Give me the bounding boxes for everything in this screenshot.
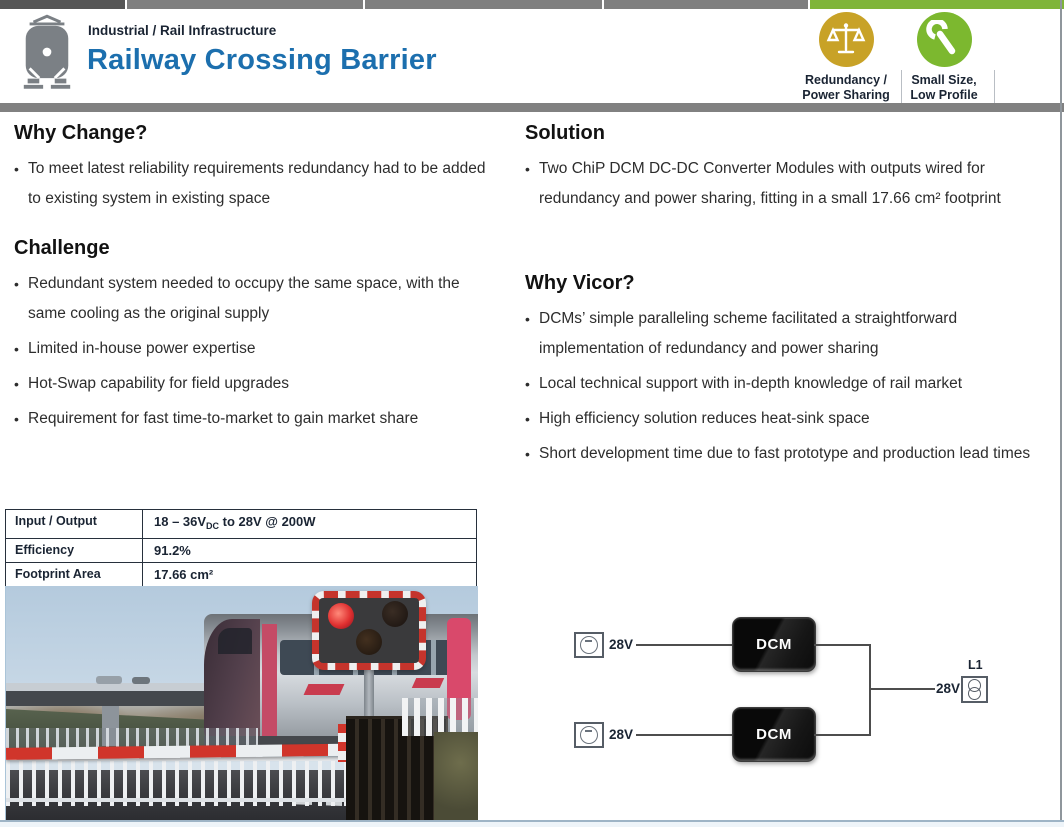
bullet-dot: • — [525, 376, 530, 392]
bullet-item — [525, 439, 1058, 469]
badge-divider — [901, 70, 902, 104]
bullet-dot: • — [525, 446, 530, 462]
bullet-text: Redundant system needed to occupy the same space, with the same cooling as the original supply — [28, 275, 460, 322]
bullet-item — [14, 154, 492, 214]
bullet-text: Requirement for fast time-to-market to gain market share — [28, 410, 419, 427]
page-bottom-margin — [0, 822, 1064, 827]
bullet-text: To meet latest reliability requirements redundancy had to be added to existing system in existing space — [28, 160, 486, 207]
section-why-change — [14, 122, 492, 219]
section-why-vicor — [525, 272, 1058, 474]
bullet-dot: • — [14, 276, 19, 292]
wire — [636, 734, 732, 736]
spec-label: Efficiency — [6, 539, 143, 562]
photo-bridge-car — [132, 677, 150, 684]
badge-label-line2: Low Profile — [910, 87, 978, 102]
scales-icon — [819, 12, 874, 67]
spec-table — [5, 509, 477, 587]
photo-bush — [434, 732, 478, 820]
photo-train-windshield — [218, 628, 252, 654]
page-title: Railway Crossing Barrier — [87, 44, 437, 76]
table-row — [6, 539, 476, 563]
spec-label: Input / Output — [6, 510, 143, 538]
why-vicor-bullets — [525, 304, 1058, 469]
wrench-icon — [917, 12, 972, 67]
photo-bridge-car — [96, 676, 122, 684]
bullet-item — [525, 304, 1058, 364]
bullet-dot: • — [14, 376, 19, 392]
badge-label — [890, 73, 998, 103]
topbar-segment-4 — [604, 0, 808, 9]
bullet-item — [14, 369, 492, 399]
bullet-dot: • — [525, 411, 530, 427]
photo-train-logo — [304, 684, 345, 695]
topbar-segment-2 — [127, 0, 363, 9]
badge-label-line1: Small Size, — [911, 73, 977, 87]
badge-label-line2: Power Sharing — [802, 87, 890, 102]
wire-output — [869, 688, 935, 690]
wire — [814, 734, 871, 736]
spec-label: Footprint Area — [6, 563, 143, 586]
source-symbol — [580, 636, 598, 654]
source-symbol — [580, 726, 598, 744]
train-icon — [18, 13, 76, 96]
photo-train-logo — [412, 678, 444, 688]
output-voltage-label: 28V — [936, 681, 961, 696]
badge-redundancy-power-sharing — [792, 12, 900, 103]
photo-signal-red-light — [328, 603, 354, 629]
bullet-dot: • — [14, 161, 19, 177]
badge-label-line1: Redundancy / — [805, 73, 887, 87]
value-prefix: 18 – 36V — [154, 514, 207, 529]
page-right-border — [1060, 0, 1062, 821]
source2-voltage-label: 28V — [609, 727, 634, 742]
bullet-item — [525, 404, 1058, 434]
badge-small-size-low-profile — [890, 12, 998, 103]
topbar-segment-1 — [0, 0, 125, 9]
bullet-text: Limited in-house power expertise — [28, 340, 256, 357]
section-heading: Why Change? — [14, 122, 148, 144]
dcm-module-2: DCM — [732, 707, 816, 762]
photo-signal-dark-light — [382, 601, 408, 627]
load-icon — [961, 676, 988, 703]
header-divider-bar — [0, 103, 1064, 112]
why-change-bullets — [14, 154, 492, 214]
section-heading: Solution — [525, 122, 605, 144]
badge-label — [792, 73, 900, 103]
bullet-dot: • — [525, 311, 530, 327]
power-source-icon — [574, 722, 604, 748]
solution-bullets — [525, 154, 1053, 214]
bullet-text: Two ChiP DCM DC-DC Converter Modules with outputs wired for redundancy and power sharing, fitting in a small 17.66 cm² footprint — [539, 160, 1001, 207]
load-symbol — [968, 687, 981, 700]
section-heading: Why Vicor? — [525, 272, 635, 294]
section-solution — [525, 122, 1053, 219]
photo-train-door — [262, 624, 277, 738]
bullet-dot: • — [525, 161, 530, 177]
table-row — [6, 563, 476, 586]
wire — [814, 644, 871, 646]
bullet-dot: • — [14, 411, 19, 427]
photo-picket-fence — [402, 698, 478, 736]
spec-value: 17.66 cm² — [154, 567, 214, 582]
bullet-text: High efficiency solution reduces heat-sink space — [539, 410, 870, 427]
value-subscript: DC — [206, 521, 220, 531]
topbar-segment-5-green — [810, 0, 1064, 9]
bullet-dot: • — [14, 341, 19, 357]
source1-voltage-label: 28V — [609, 637, 634, 652]
dcm-module-1: DCM — [732, 617, 816, 672]
bullet-item — [525, 369, 1058, 399]
challenge-bullets — [14, 269, 492, 434]
power-source-icon — [574, 632, 604, 658]
bullet-item — [14, 404, 492, 434]
wire — [636, 644, 732, 646]
bullet-text: DCMs’ simple paralleling scheme facilitated a straightforward implementation of redundancy and power sharing — [539, 310, 958, 357]
value-suffix: to 28V @ 200W — [219, 514, 316, 529]
spec-value: 91.2% — [154, 543, 191, 558]
section-challenge — [14, 237, 492, 439]
bullet-item — [14, 334, 492, 364]
table-row — [6, 510, 476, 539]
section-heading: Challenge — [14, 237, 110, 259]
bullet-text: Local technical support with in-depth knowledge of rail market — [539, 375, 963, 392]
bullet-item — [14, 269, 492, 329]
breadcrumb-eyebrow: Industrial / Rail Infrastructure — [88, 23, 277, 38]
badge-divider — [994, 70, 995, 104]
bullet-text: Short development time due to fast prototype and production lead times — [539, 445, 1031, 462]
crossing-photo — [5, 586, 478, 820]
spec-value — [143, 510, 476, 538]
photo-signal-amber-light — [356, 629, 382, 655]
load-name-label: L1 — [968, 658, 983, 672]
topbar-segment-3 — [365, 0, 602, 9]
bullet-text: Hot-Swap capability for field upgrades — [28, 375, 290, 392]
wire-vertical-bus — [869, 644, 871, 736]
bullet-item — [525, 154, 1053, 214]
